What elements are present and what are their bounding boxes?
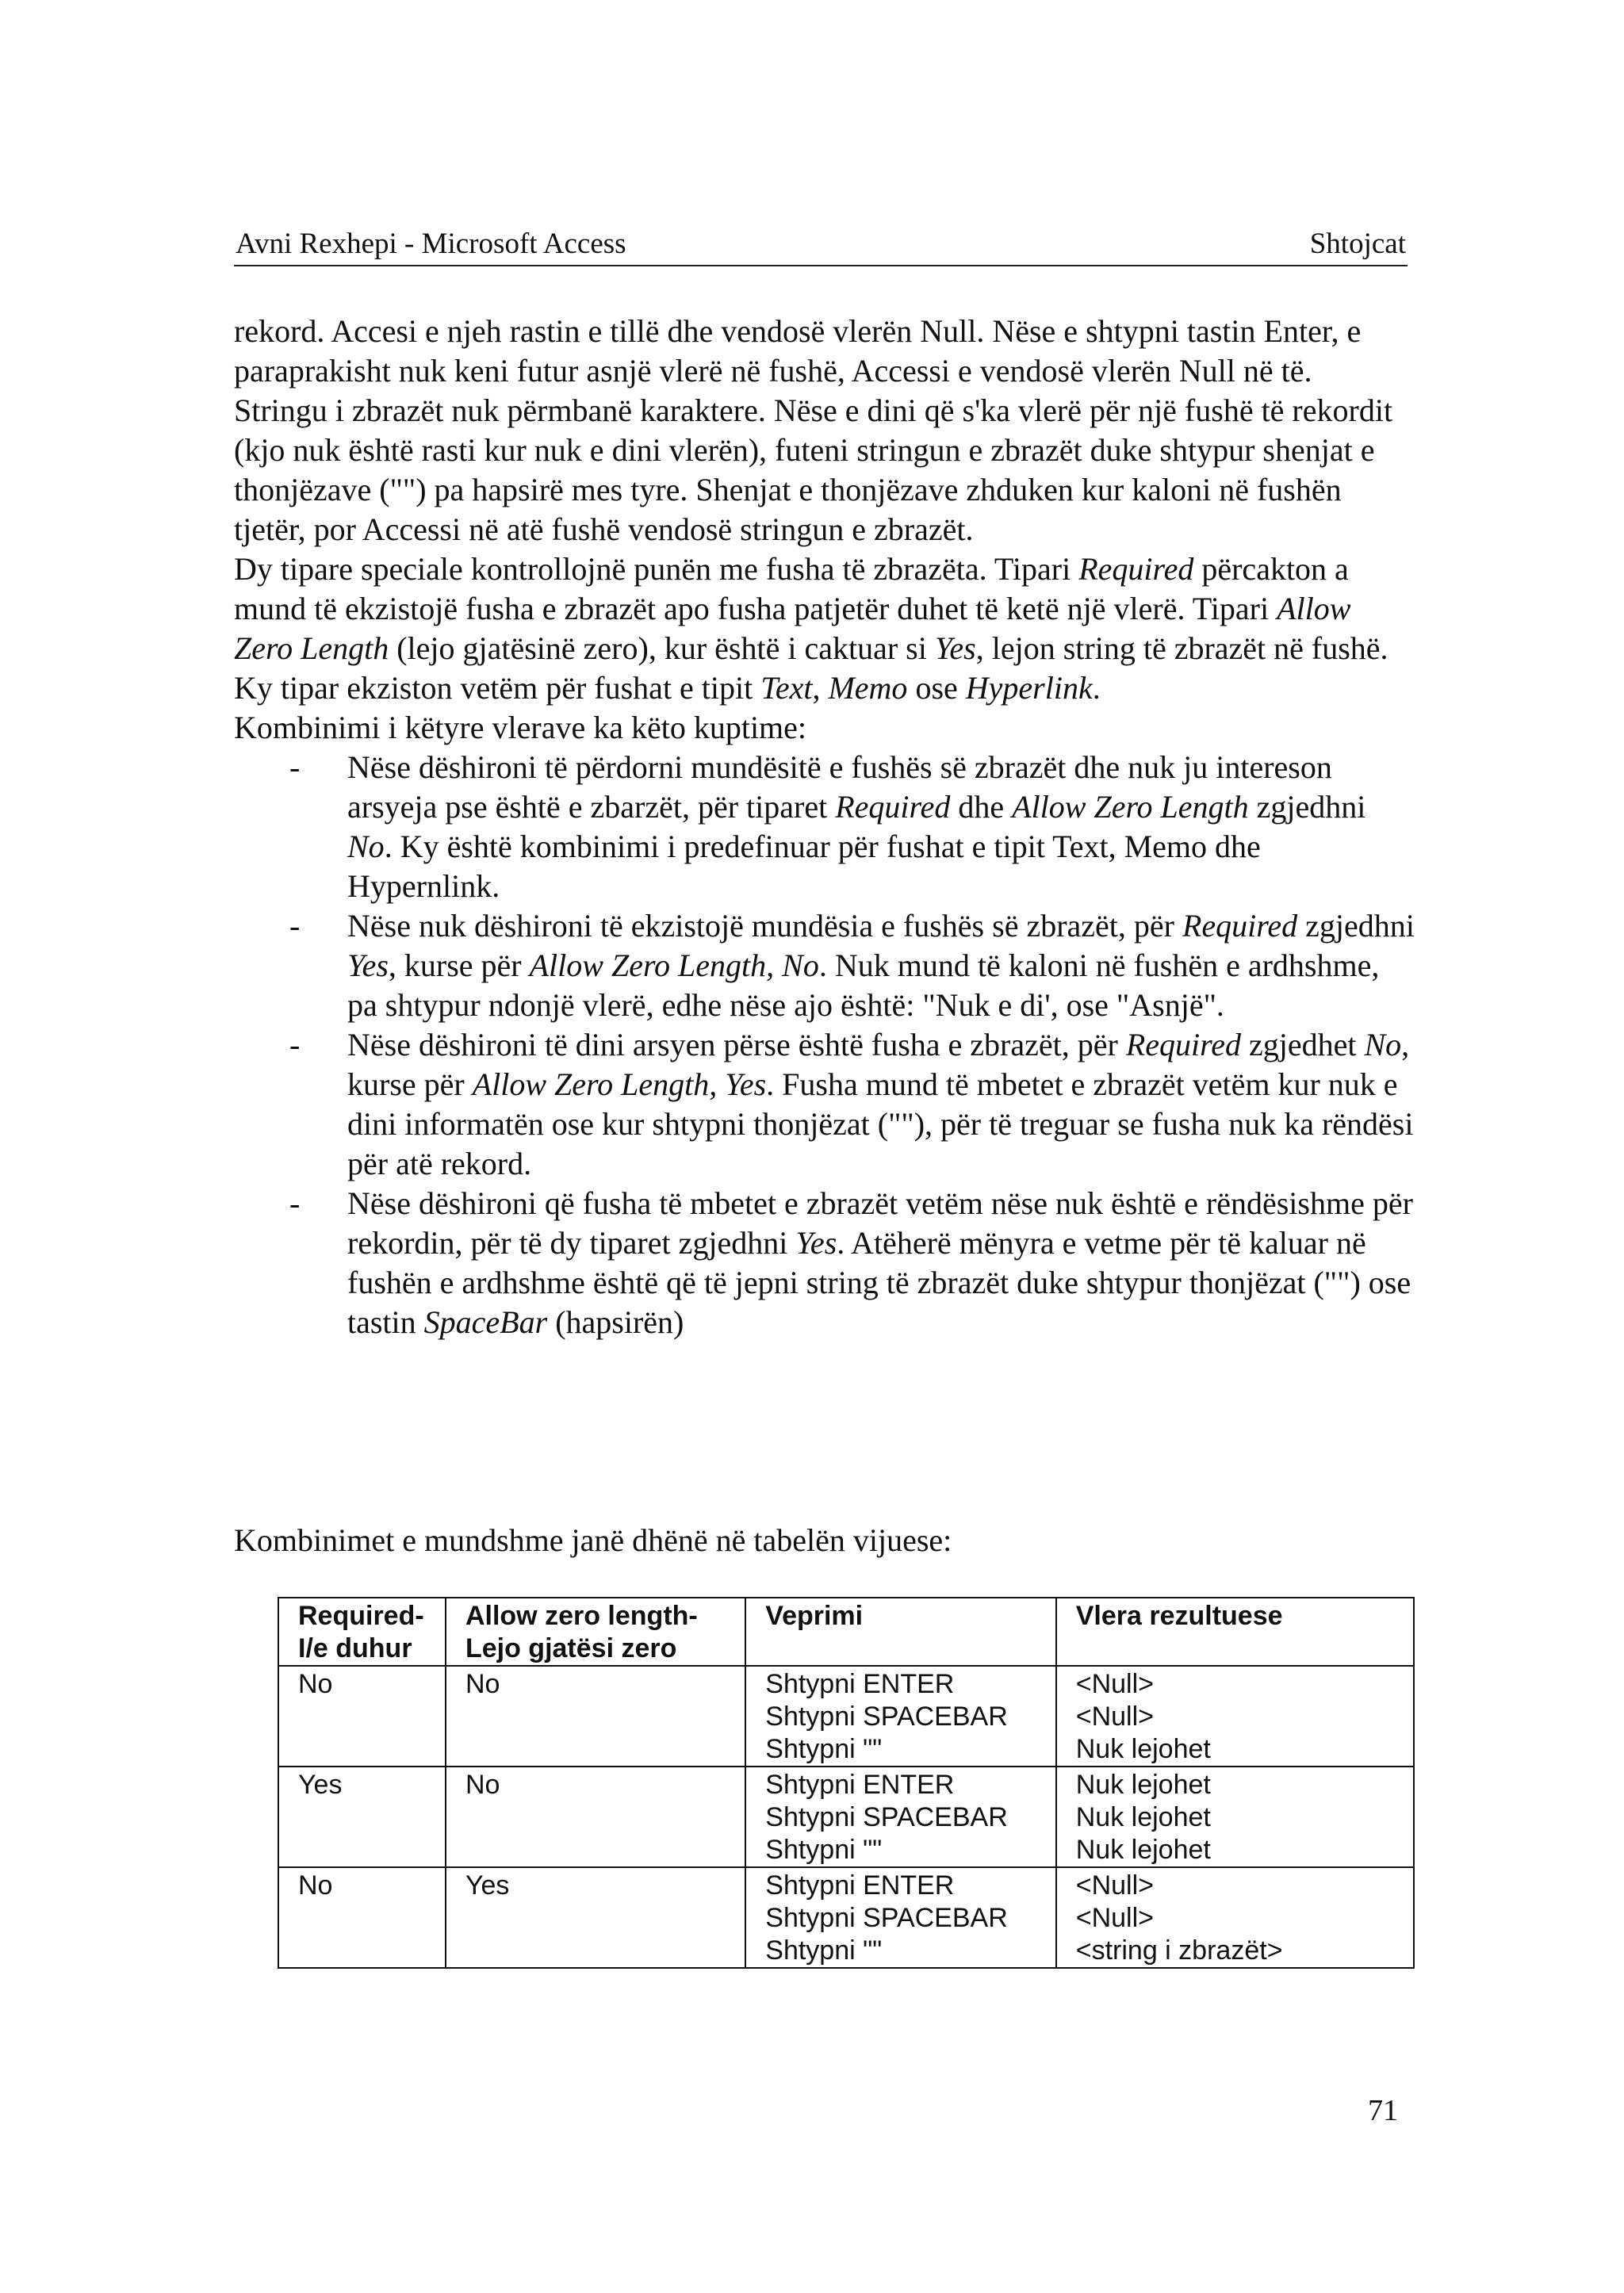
combinations-table: [278, 1597, 1415, 1969]
bullet-dash: -: [289, 908, 301, 944]
paragraph-properties: Dy tipare speciale kontrollojnë punën me fusha të zbrazëta. Tipari Required përcakton a mund të ekzistojë fusha e zbrazët apo fusha patjetër duhet të ketë një vlerë. Tipari Allow Zero Length (lejo gjatësinë zero), kur është i caktuar si Yes, lejon string të zbrazët në fushë. Ky tipar ekziston vetëm për fushat e tipit Text, Memo ose Hyperlink.: [234, 551, 1388, 706]
cell-actions: Shtypni ENTER Shtypni SPACEBAR Shtypni "": [745, 1767, 1055, 1867]
table-row: [278, 1867, 1414, 1968]
table-row: [278, 1666, 1414, 1767]
table-header-row: [278, 1598, 1414, 1666]
header-required: Required- I/e duhur: [278, 1598, 446, 1666]
cell-required: No: [278, 1666, 446, 1767]
cell-required: Yes: [278, 1767, 446, 1867]
cell-allow: No: [446, 1767, 745, 1867]
header-result: Vlera rezultuese: [1056, 1598, 1414, 1666]
cell-required: No: [278, 1867, 446, 1968]
list-item: - Nëse dëshironi që fusha të mbetet e zbrazët vetëm nëse nuk është e rëndësishme për rekordin, për të dy tiparet zgjedhni Yes. Atëherë mënyra e vetme për të kaluar në fushën e ardhshme është që të jepni string të zbrazët duke shtypur thonjëzat ("") ose tastin SpaceBar (hapsirën): [289, 1185, 1413, 1340]
list-item: - Nëse dëshironi të përdorni mundësitë e fushës së zbrazët dhe nuk ju intereson arsyeja pse është e zbarzët, për tiparet Required dhe Allow Zero Length zgjedhni No. Ky është kombinimi i predefinuar për fushat e tipit Text, Memo dhe Hypernlink.: [289, 749, 1366, 904]
table-row: [278, 1767, 1414, 1867]
bullet-list: [234, 748, 1415, 1342]
cell-actions: Shtypni ENTER Shtypni SPACEBAR Shtypni "": [745, 1666, 1055, 1767]
paragraph-combinations-lead: Kombinimi i këtyre vlerave ka këto kuptime:: [234, 710, 807, 745]
table-intro: Kombinimet e mundshme janë dhënë në tabelën vijuese:: [234, 1522, 952, 1558]
bullet-dash: -: [289, 1185, 301, 1221]
cell-results: Nuk lejohet Nuk lejohet Nuk lejohet: [1056, 1767, 1414, 1867]
bullet-dash: -: [289, 749, 301, 785]
body-text: [234, 312, 1415, 1342]
header-author-title: Avni Rexhepi - Microsoft Access: [236, 228, 626, 260]
cell-results: <Null> <Null> Nuk lejohet: [1056, 1666, 1414, 1767]
header-allow-zero-length: Allow zero length- Lejo gjatësi zero: [446, 1598, 745, 1666]
page-number: 71: [1368, 2094, 1398, 2127]
list-item: - Nëse dëshironi të dini arsyen përse është fusha e zbrazët, për Required zgjedhet No, kurse për Allow Zero Length, Yes. Fusha mund të mbetet e zbrazët vetëm kur nuk e dini informatën ose kur shtypni thonjëzat (""), për të treguar se fusha nuk ka rëndësi për atë rekord.: [289, 1027, 1414, 1181]
paragraph-empty-string: Stringu i zbrazët nuk përmbanë karaktere. Nëse e dini që s'ka vlerë për një fushë të rekordit (kjo nuk është rasti kur nuk e dini vlerën), futeni stringun e zbrazët duke shtypur shenjat e thonjëzave ("") pa hapsirë mes tyre. Shenjat e thonjëzave zhduken kur kaloni në fushën tjetër, por Accessi në atë fushë vendosë stringun e zbrazët.: [234, 392, 1393, 547]
cell-allow: Yes: [446, 1867, 745, 1968]
paragraph-null: rekord. Accesi e njeh rastin e tillë dhe vendosë vlerën Null. Nëse e shtypni tastin Enter, e paraprakisht nuk keni futur asnjë vlerë në fushë, Accessi e vendosë vlerën Null në të.: [234, 313, 1362, 389]
cell-actions: Shtypni ENTER Shtypni SPACEBAR Shtypni "": [745, 1867, 1055, 1968]
header-action: Veprimi: [745, 1598, 1055, 1666]
cell-results: <Null> <Null> <string i zbrazët>: [1056, 1867, 1414, 1968]
cell-allow: No: [446, 1666, 745, 1767]
bullet-dash: -: [289, 1027, 301, 1062]
list-item: - Nëse nuk dëshironi të ekzistojë mundësia e fushës së zbrazët, për Required zgjedhni Yes, kurse për Allow Zero Length, No. Nuk mund të kaloni në fushën e ardhshme, pa shtypur ndonjë vlerë, edhe nëse ajo është: "Nuk e di', ose "Asnjë".: [289, 908, 1415, 1023]
page-header: [234, 224, 1408, 266]
header-section-title: Shtojcat: [1309, 228, 1406, 260]
